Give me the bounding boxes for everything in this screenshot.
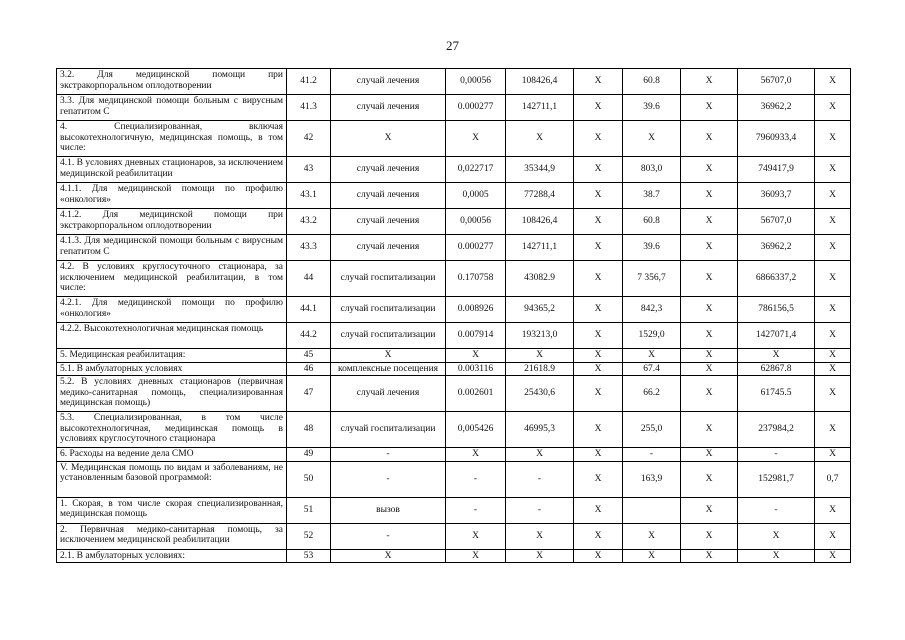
value-cell: X [815,157,851,183]
value-cell: - [506,497,574,523]
row-code-cell: 42 [287,121,331,157]
value-cell: X [574,157,623,183]
value-cell: 60.8 [623,209,681,235]
value-cell: X [738,349,815,363]
value-cell: 39.6 [623,235,681,261]
row-name-cell: 2.1. В амбулаторных условиях: [57,549,287,563]
value-cell: X [681,69,738,95]
value-cell: - [738,497,815,523]
table-row [57,261,851,297]
row-code-cell: 43.2 [287,209,331,235]
value-cell: X [815,362,851,376]
value-cell: 255,0 [623,412,681,448]
value-cell: X [681,523,738,549]
value-cell: X [574,349,623,363]
table-row [57,448,851,462]
value-cell: 0.003116 [446,362,506,376]
value-cell: X [574,549,623,563]
row-code-cell: 44.1 [287,297,331,323]
value-cell: X [815,95,851,121]
row-code-cell: 45 [287,349,331,363]
value-cell: 0,7 [815,461,851,497]
table-row [57,549,851,563]
row-name-cell: 4.2. В условиях круглосуточного стационара, за исключением медицинской реабилитации, в том числе: [57,261,287,297]
value-cell: X [446,448,506,462]
unit-cell: X [331,349,446,363]
value-cell: 46995,3 [506,412,574,448]
row-code-cell: 53 [287,549,331,563]
unit-cell: случай госпитализации [331,297,446,323]
value-cell: 0.000277 [446,95,506,121]
value-cell: X [574,183,623,209]
unit-cell: - [331,448,446,462]
row-code-cell: 44 [287,261,331,297]
row-name-cell: 5.2. В условиях дневных стационаров (первичная медико-санитарная помощь, специализированная медицинская помощь) [57,376,287,412]
value-cell: X [574,523,623,549]
value-cell: X [574,448,623,462]
value-cell: 163,9 [623,461,681,497]
value-cell: X [574,497,623,523]
table-row [57,95,851,121]
unit-cell: случай лечения [331,95,446,121]
unit-cell: X [331,549,446,563]
value-cell: 108426,4 [506,69,574,95]
row-name-cell: 3.2. Для медицинской помощи при экстракорпоральном оплодотворении [57,69,287,95]
unit-cell: случай лечения [331,69,446,95]
value-cell: X [681,323,738,349]
value-cell: 62867.8 [738,362,815,376]
value-cell: 142711,1 [506,235,574,261]
row-code-cell: 41.3 [287,95,331,121]
value-cell: 152981,7 [738,461,815,497]
value-cell: 0,00056 [446,69,506,95]
table-row [57,183,851,209]
value-cell: X [815,261,851,297]
value-cell: X [681,121,738,157]
row-code-cell: 51 [287,497,331,523]
unit-cell: вызов [331,497,446,523]
value-cell: 108426,4 [506,209,574,235]
value-cell: 6866337,2 [738,261,815,297]
value-cell: 94365,2 [506,297,574,323]
value-cell: X [738,523,815,549]
value-cell: 38.7 [623,183,681,209]
value-cell: X [506,523,574,549]
value-cell: X [506,349,574,363]
value-cell: X [815,497,851,523]
table-row [57,297,851,323]
table-row [57,121,851,157]
value-cell: 0,00056 [446,209,506,235]
value-cell: 7960933,4 [738,121,815,157]
value-cell: 0,022717 [446,157,506,183]
value-cell [623,497,681,523]
value-cell: X [681,461,738,497]
unit-cell: случай госпитализации [331,261,446,297]
row-code-cell: 48 [287,412,331,448]
row-code-cell: 52 [287,523,331,549]
value-cell: 61745.5 [738,376,815,412]
value-cell: 0,0005 [446,183,506,209]
value-cell: X [681,549,738,563]
table-body [57,69,851,563]
unit-cell: случай лечения [331,209,446,235]
value-cell: 56707,0 [738,209,815,235]
row-name-cell: 4. Специализированная, включая высокотехнологичную, медицинская помощь, в том числе: [57,121,287,157]
value-cell: X [815,549,851,563]
unit-cell: случай лечения [331,376,446,412]
value-cell: X [574,95,623,121]
table-row [57,362,851,376]
row-code-cell: 44.2 [287,323,331,349]
value-cell: 0,005426 [446,412,506,448]
financing-table [56,68,851,563]
value-cell: X [506,549,574,563]
row-name-cell: V. Медицинская помощь по видам и заболеваниям, не установленным базовой программой: [57,461,287,497]
value-cell: X [815,412,851,448]
row-code-cell: 49 [287,448,331,462]
value-cell: X [681,261,738,297]
table-row [57,376,851,412]
value-cell: 35344,9 [506,157,574,183]
value-cell: 0.002601 [446,376,506,412]
value-cell: 142711,1 [506,95,574,121]
value-cell: 36093,7 [738,183,815,209]
value-cell: - [623,448,681,462]
value-cell: X [681,183,738,209]
value-cell: 60.8 [623,69,681,95]
value-cell: 786156,5 [738,297,815,323]
value-cell: 193213,0 [506,323,574,349]
value-cell: 1529,0 [623,323,681,349]
value-cell: X [506,121,574,157]
value-cell: X [681,297,738,323]
unit-cell: комплексные посещения [331,362,446,376]
value-cell: - [446,497,506,523]
row-code-cell: 41.2 [287,69,331,95]
value-cell: X [738,549,815,563]
value-cell: 1427071,4 [738,323,815,349]
value-cell: X [681,376,738,412]
table-row [57,523,851,549]
value-cell: 36962,2 [738,95,815,121]
value-cell: X [815,523,851,549]
value-cell: X [574,235,623,261]
row-name-cell: 2. Первичная медико-санитарная помощь, за исключением медицинской реабилитации [57,523,287,549]
table-row [57,497,851,523]
unit-cell: X [331,121,446,157]
value-cell: 0.000277 [446,235,506,261]
value-cell: X [815,183,851,209]
value-cell: X [574,412,623,448]
value-cell: 43082.9 [506,261,574,297]
value-cell: X [815,121,851,157]
value-cell: X [681,209,738,235]
value-cell: - [506,461,574,497]
value-cell: X [623,349,681,363]
row-name-cell: 5.1. В амбулаторных условиях [57,362,287,376]
value-cell: X [815,209,851,235]
table-row [57,323,851,349]
row-code-cell: 43.1 [287,183,331,209]
value-cell: X [681,157,738,183]
row-name-cell: 4.1. В условиях дневных стационаров, за исключением медицинской реабилитации [57,157,287,183]
row-name-cell: 4.1.2. Для медицинской помощи при экстракорпоральном оплодотворении [57,209,287,235]
value-cell: X [681,235,738,261]
value-cell: 803,0 [623,157,681,183]
value-cell: X [815,297,851,323]
value-cell: X [574,461,623,497]
row-name-cell: 6. Расходы на ведение дела СМО [57,448,287,462]
value-cell: 0.007914 [446,323,506,349]
value-cell: X [623,121,681,157]
row-name-cell: 4.2.1. Для медицинской помощи по профилю «онкология» [57,297,287,323]
row-code-cell: 47 [287,376,331,412]
value-cell: 21618.9 [506,362,574,376]
table-row [57,349,851,363]
table-row [57,235,851,261]
value-cell: X [681,497,738,523]
value-cell: X [815,376,851,412]
value-cell: X [446,349,506,363]
value-cell: 36962,2 [738,235,815,261]
value-cell: X [815,349,851,363]
table-row [57,412,851,448]
value-cell: 66.2 [623,376,681,412]
value-cell: X [681,362,738,376]
value-cell: - [738,448,815,462]
row-name-cell: 4.1.1. Для медицинской помощи по профилю «онкология» [57,183,287,209]
row-code-cell: 50 [287,461,331,497]
unit-cell: - [331,461,446,497]
value-cell: X [574,69,623,95]
value-cell: X [574,121,623,157]
value-cell: X [815,69,851,95]
value-cell: X [574,261,623,297]
unit-cell: случай лечения [331,183,446,209]
value-cell: X [574,362,623,376]
table-row [57,461,851,497]
value-cell: 25430,6 [506,376,574,412]
value-cell: 56707,0 [738,69,815,95]
value-cell: X [815,235,851,261]
value-cell: X [574,297,623,323]
row-code-cell: 43 [287,157,331,183]
value-cell: 67.4 [623,362,681,376]
value-cell: X [681,448,738,462]
unit-cell: случай госпитализации [331,412,446,448]
value-cell: - [446,461,506,497]
value-cell: 749417,9 [738,157,815,183]
value-cell: X [574,376,623,412]
value-cell: X [681,95,738,121]
row-name-cell: 5. Медицинская реабилитация: [57,349,287,363]
table-row [57,209,851,235]
value-cell: X [815,323,851,349]
row-name-cell: 4.1.3. Для медицинской помощи больным с вирусным гепатитом С [57,235,287,261]
value-cell: X [506,448,574,462]
unit-cell: случай лечения [331,157,446,183]
value-cell: X [681,412,738,448]
value-cell: 237984,2 [738,412,815,448]
value-cell: X [446,121,506,157]
value-cell: 39.6 [623,95,681,121]
row-code-cell: 46 [287,362,331,376]
row-name-cell: 4.2.2. Высокотехнологичная медицинская помощь [57,323,287,349]
value-cell: X [574,209,623,235]
page-number: 27 [446,38,459,53]
table-row [57,157,851,183]
row-name-cell: 3.3. Для медицинской помощи больным с вирусным гепатитом С [57,95,287,121]
value-cell: X [574,323,623,349]
row-name-cell: 1. Скорая, в том числе скорая специализированная, медицинская помощь [57,497,287,523]
value-cell: 0.170758 [446,261,506,297]
row-name-cell: 5.3. Специализированная, в том числе высокотехнологичная, медицинская помощь в условиях круглосуточного стационара [57,412,287,448]
value-cell: X [681,349,738,363]
value-cell: 0.008926 [446,297,506,323]
value-cell: 842,3 [623,297,681,323]
value-cell: 7 356,7 [623,261,681,297]
table-row [57,69,851,95]
unit-cell: - [331,523,446,549]
row-code-cell: 43.3 [287,235,331,261]
value-cell: X [446,523,506,549]
unit-cell: случай госпитализации [331,323,446,349]
value-cell: X [623,549,681,563]
value-cell: X [623,523,681,549]
value-cell: X [446,549,506,563]
value-cell: 77288,4 [506,183,574,209]
value-cell: X [815,448,851,462]
unit-cell: случай лечения [331,235,446,261]
